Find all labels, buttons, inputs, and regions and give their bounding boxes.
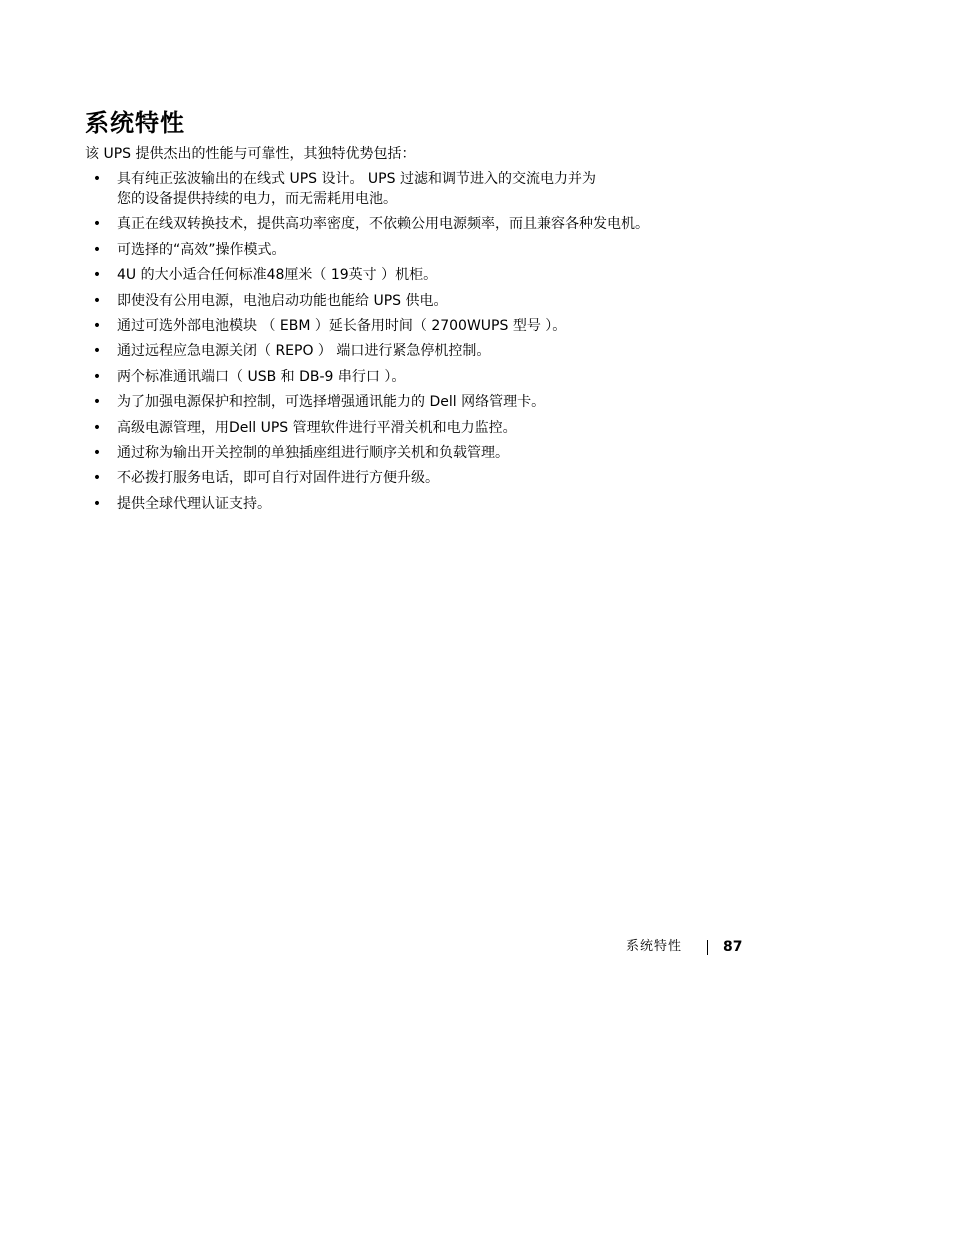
bullet-icon: • — [92, 419, 102, 436]
feature-item-1 — [92, 169, 732, 209]
feature-item-4 — [92, 266, 732, 285]
feature-text: 真正在线双转换技术，提供高功率密度，不依赖公用电源频率，而且兼容各种发电机。 — [117, 216, 649, 233]
feature-item-6 — [92, 317, 732, 336]
feature-text: 具有纯正弦波输出的在线式 UPS 设计。 UPS 过滤和调节进入的交流电力并为 您的设备提供持续的电力，而无需耗用电池。 — [117, 171, 596, 207]
page-number: 87 — [723, 939, 743, 955]
page-footer — [626, 937, 743, 957]
feature-text: 为了加强电源保护和控制，可选择增强通讯能力的 Dell 网络管理卡。 — [117, 394, 546, 411]
feature-item-12 — [92, 469, 732, 488]
feature-item-3 — [92, 241, 732, 260]
bullet-icon: • — [92, 495, 102, 512]
feature-item-7 — [92, 342, 732, 361]
feature-text: 提供全球代理认证支持。 — [117, 495, 271, 512]
bullet-icon: • — [92, 343, 102, 360]
footer-divider — [707, 940, 708, 955]
intro-paragraph: 该 UPS 提供杰出的性能与可靠性，其独特优势包括： — [85, 146, 416, 162]
feature-text: 不必拨打服务电话，即可自行对固件进行方便升级。 — [117, 470, 439, 487]
bullet-icon: • — [92, 470, 102, 487]
bullet-icon: • — [92, 317, 102, 334]
bullet-icon: • — [92, 444, 102, 461]
bullet-icon: • — [92, 292, 102, 309]
footer-section-title: 系统特性 — [626, 939, 683, 954]
feature-text: 两个标准通讯端口（ USB 和 DB-9 串行口 ）。 — [117, 368, 406, 385]
feature-item-8 — [92, 368, 732, 387]
feature-item-2 — [92, 215, 732, 234]
bullet-icon: • — [92, 394, 102, 411]
feature-item-11 — [92, 444, 732, 463]
bullet-icon: • — [92, 171, 102, 187]
feature-text: 通过远程应急电源关闭（ REPO ） 端口进行紧急停机控制。 — [117, 343, 491, 360]
feature-item-10 — [92, 419, 732, 438]
feature-text: 4U 的大小适合任何标准48厘米（ 19英寸 ）机柜。 — [117, 267, 438, 284]
bullet-icon: • — [92, 241, 102, 258]
feature-text: 即使没有公用电源，电池启动功能也能给 UPS 供电。 — [117, 292, 448, 309]
feature-text: 通过可选外部电池模块 （ EBM ）延长备用时间（ 2700WUPS 型号 ）。 — [117, 317, 567, 334]
page-title: 系统特性 — [85, 109, 185, 137]
feature-item-13 — [92, 495, 732, 514]
feature-item-9 — [92, 393, 732, 412]
bullet-icon: • — [92, 216, 102, 233]
feature-list — [92, 169, 732, 520]
feature-text: 可选择的“高效”操作模式。 — [117, 241, 286, 258]
bullet-icon: • — [92, 267, 102, 284]
bullet-icon: • — [92, 368, 102, 385]
feature-text: 高级电源管理，用Dell UPS 管理软件进行平滑关机和电力监控。 — [117, 419, 517, 436]
feature-text: 通过称为输出开关控制的单独插座组进行顺序关机和负载管理。 — [117, 444, 509, 461]
feature-item-5 — [92, 292, 732, 311]
